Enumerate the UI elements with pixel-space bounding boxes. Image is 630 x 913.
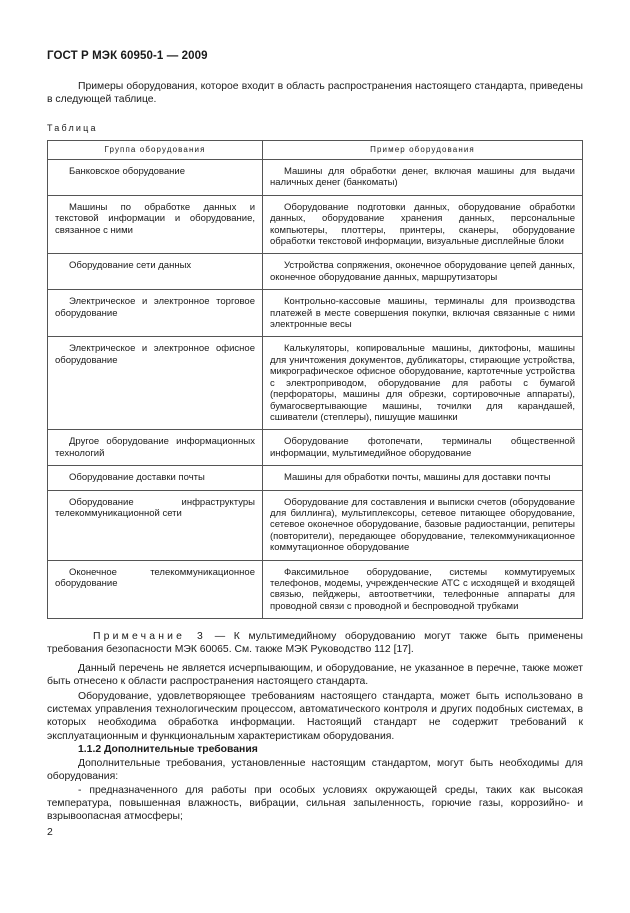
table-header-row bbox=[48, 141, 583, 160]
table-row bbox=[48, 466, 583, 490]
note-label: Примечание 3 bbox=[93, 631, 207, 642]
group-cell: Оборудование доставки почты bbox=[48, 466, 263, 490]
equipment-table bbox=[47, 140, 583, 619]
example-cell: Контрольно-кассовые машины, терминалы для производства платежей в месте совершения покупки, включая связанные с ними электронные весы bbox=[263, 290, 583, 337]
table-caption: Таблица bbox=[47, 123, 98, 133]
table-row bbox=[48, 430, 583, 466]
group-cell: Электрическое и электронное офисное оборудование bbox=[48, 337, 263, 430]
intro-paragraph: Примеры оборудования, которое входит в область распространения настоящего стандарта, приведены в следующей таблице. bbox=[47, 81, 583, 106]
note-text: — К мультимедийному оборудованию могут также быть применены требования безопасности МЭК 60065. См. также МЭК Руководство 112 [17]. bbox=[47, 631, 583, 656]
section-heading: 1.1.2 Дополнительные требования bbox=[78, 744, 258, 755]
body-paragraph: Дополнительные требования, установленные настоящим стандартом, могут быть необходимы для оборудования: bbox=[47, 758, 583, 783]
example-cell: Оборудование для составления и выписки счетов (оборудование для биллинга), мультиплексоры, сетевое питающее оборудование, сетевое оконечное оборудование, базовые радиостанции, репитеры (повторители), передающее оборудование, телекоммуникационное коммутационное оборудование bbox=[263, 490, 583, 560]
example-cell: Факсимильное оборудование, системы коммутируемых телефонов, модемы, учрежденческие АТС с исходящей и входящей связью, пейджеры, автоответчики, телефонные аппараты для проводной связи с проводной и беспроводной трубками bbox=[263, 560, 583, 619]
body-paragraph: Данный перечень не является исчерпывающим, и оборудование, не указанное в перечне, также может быть отнесено к области распространения настоящего стандарта. bbox=[47, 663, 583, 688]
body-paragraph: Оборудование, удовлетворяющее требованиям настоящего стандарта, может быть использовано в системах управления технологическим процессом, автоматического контроля и других подобных системах, в которых необходима обработка информации. Настоящий стандарт не содержит требований к эксплуатационным и функциональным характеристикам оборудования. bbox=[47, 691, 583, 742]
group-cell: Банковское оборудование bbox=[48, 160, 263, 196]
example-cell: Калькуляторы, копировальные машины, диктофоны, машины для уничтожения документов, дубликаторы, стирающие устройства, микрографическое офисное оборудование, картотечные устройства с электроприводом, оборудование для работы с бумагой (перфораторы, машины для обрезки, сортировочные аппараты), бумагосвертывающие машины, точилки для карандашей, сшиватели (степлеры), пишущие машинки bbox=[263, 337, 583, 430]
table-row bbox=[48, 195, 583, 254]
column-header-group: Группа оборудования bbox=[48, 141, 263, 160]
group-cell: Другое оборудование информационных технологий bbox=[48, 430, 263, 466]
column-header-example: Пример оборудования bbox=[263, 141, 583, 160]
table-row bbox=[48, 337, 583, 430]
note-paragraph bbox=[47, 630, 583, 656]
example-cell: Машины для обработки почты, машины для доставки почты bbox=[263, 466, 583, 490]
table-row bbox=[48, 160, 583, 196]
group-cell: Оборудование инфраструктуры телекоммуникационной сети bbox=[48, 490, 263, 560]
group-cell: Электрическое и электронное торговое оборудование bbox=[48, 290, 263, 337]
table-row bbox=[48, 254, 583, 290]
page-number: 2 bbox=[47, 827, 53, 838]
example-cell: Оборудование фотопечати, терминалы общественной информации, мультимедийное оборудование bbox=[263, 430, 583, 466]
group-cell: Оконечное телекоммуникационное оборудование bbox=[48, 560, 263, 619]
example-cell: Устройства сопряжения, оконечное оборудование цепей данных, оконечное оборудование данных, маршрутизаторы bbox=[263, 254, 583, 290]
document-header: ГОСТ Р МЭК 60950-1 — 2009 bbox=[47, 50, 208, 62]
group-cell: Оборудование сети данных bbox=[48, 254, 263, 290]
table-row bbox=[48, 290, 583, 337]
group-cell: Машины по обработке данных и текстовой информации и оборудование, связанное с ними bbox=[48, 195, 263, 254]
table-row bbox=[48, 560, 583, 619]
example-cell: Оборудование подготовки данных, оборудование обработки данных, оборудование хранения данных, персональные компьютеры, плоттеры, принтеры, сканеры, оборудование обработки текстовой информации, визуальные дисплейные блоки bbox=[263, 195, 583, 254]
example-cell: Машины для обработки денег, включая машины для выдачи наличных денег (банкоматы) bbox=[263, 160, 583, 196]
body-paragraph: - предназначенного для работы при особых условиях окружающей среды, таких как высокая температура, повышенная влажность, вибрации, сильная запыленность, горючие газы, коррозийно- и взрывоопасная атмосферы; bbox=[47, 785, 583, 823]
table-row bbox=[48, 490, 583, 560]
